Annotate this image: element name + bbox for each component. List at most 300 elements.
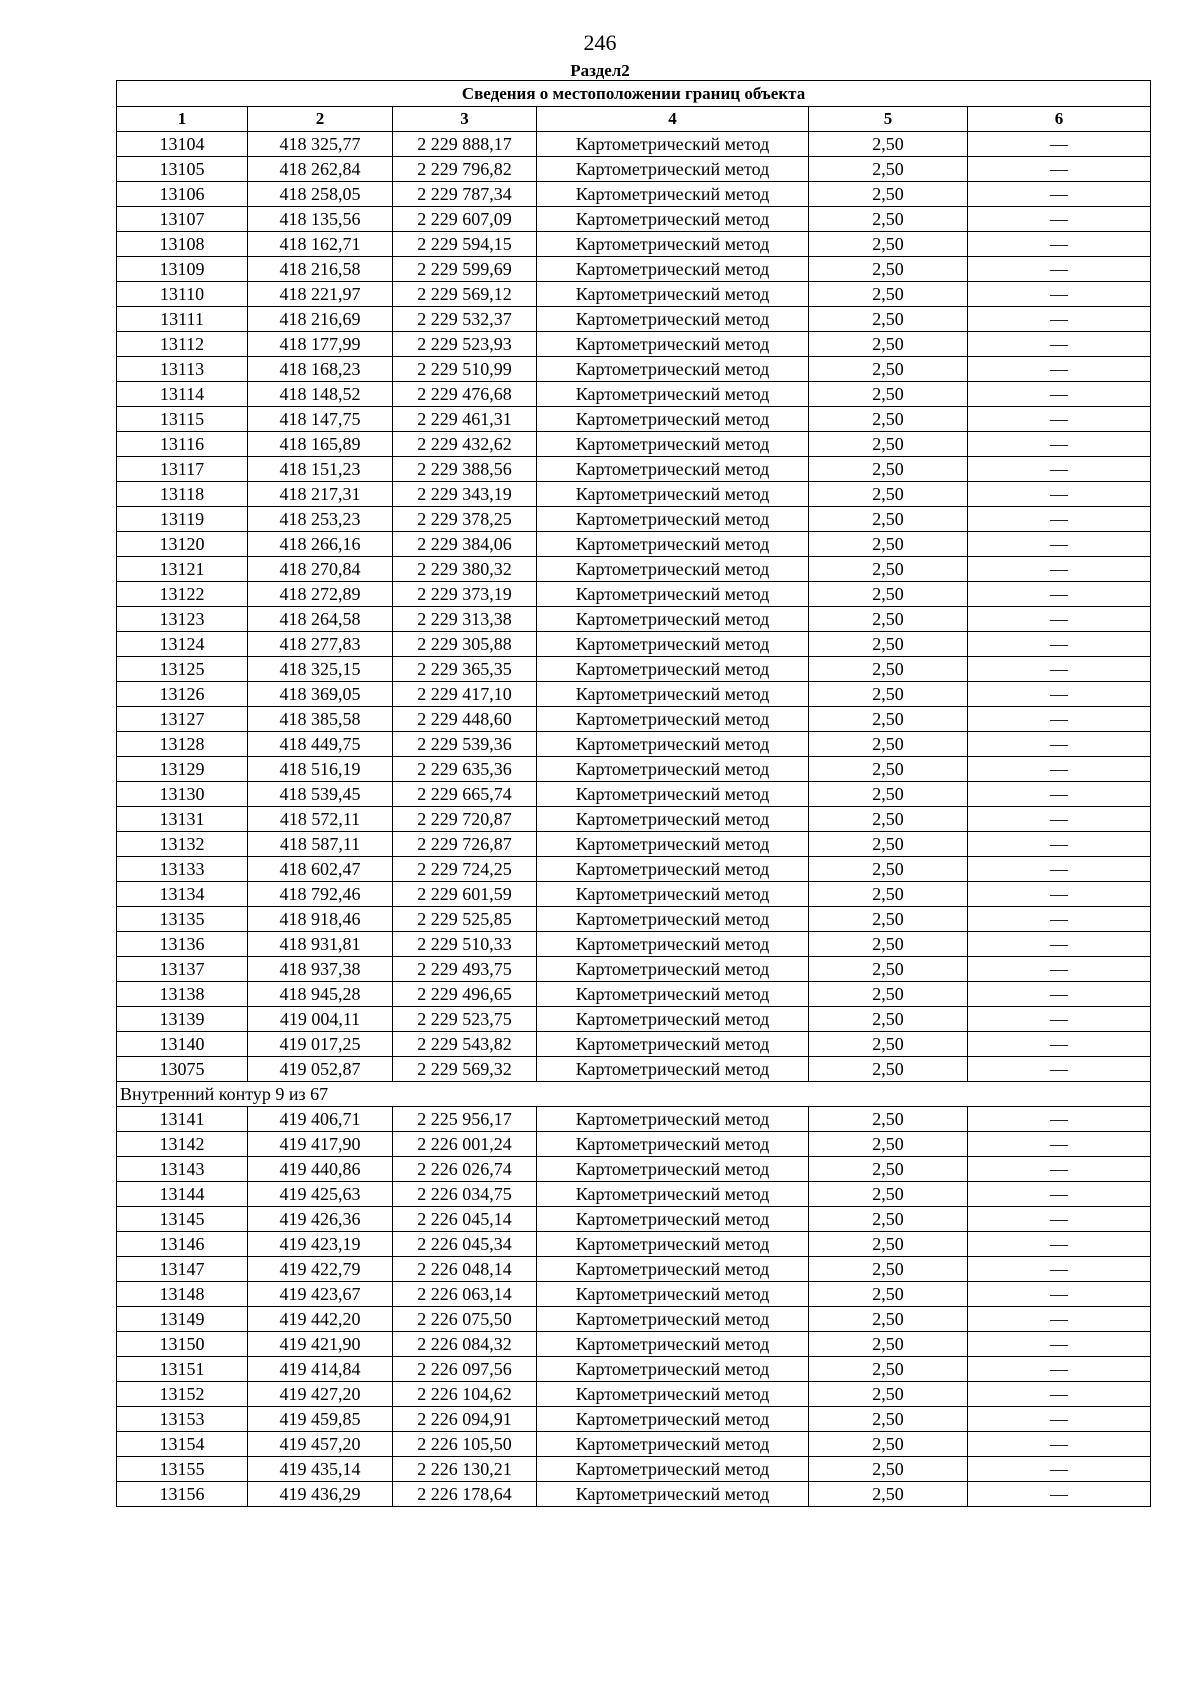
x-coordinate-cell: 418 516,19	[248, 757, 393, 782]
x-coordinate-cell: 418 216,69	[248, 307, 393, 332]
x-coordinate-cell: 418 369,05	[248, 682, 393, 707]
y-coordinate-cell: 2 229 496,65	[393, 982, 537, 1007]
x-coordinate-cell: 418 918,46	[248, 907, 393, 932]
accuracy-cell: 2,50	[809, 332, 968, 357]
description-cell: —	[968, 957, 1151, 982]
table-row	[117, 207, 1151, 232]
y-coordinate-cell: 2 229 599,69	[393, 257, 537, 282]
accuracy-cell: 2,50	[809, 1107, 968, 1132]
x-coordinate-cell: 418 217,31	[248, 482, 393, 507]
y-coordinate-cell: 2 226 094,91	[393, 1407, 537, 1432]
description-cell: —	[968, 1257, 1151, 1282]
section-title: Раздел2	[570, 61, 630, 80]
table-row	[117, 807, 1151, 832]
contour-heading: Внутренний контур 9 из 67	[117, 1082, 1151, 1107]
x-coordinate-cell: 419 435,14	[248, 1457, 393, 1482]
description-cell: —	[968, 907, 1151, 932]
x-coordinate-cell: 418 539,45	[248, 782, 393, 807]
point-number-cell: 13119	[117, 507, 248, 532]
description-cell: —	[968, 157, 1151, 182]
accuracy-cell: 2,50	[809, 357, 968, 382]
x-coordinate-cell: 418 449,75	[248, 732, 393, 757]
table-row	[117, 832, 1151, 857]
point-number-cell: 13132	[117, 832, 248, 857]
y-coordinate-cell: 2 226 063,14	[393, 1282, 537, 1307]
point-number-cell: 13125	[117, 657, 248, 682]
point-number-cell: 13129	[117, 757, 248, 782]
accuracy-cell: 2,50	[809, 907, 968, 932]
y-coordinate-cell: 2 226 026,74	[393, 1157, 537, 1182]
x-coordinate-cell: 419 442,20	[248, 1307, 393, 1332]
method-cell: Картометрический метод	[537, 382, 809, 407]
description-cell: —	[968, 832, 1151, 857]
method-cell: Картометрический метод	[537, 707, 809, 732]
description-cell: —	[968, 257, 1151, 282]
method-cell: Картометрический метод	[537, 732, 809, 757]
x-coordinate-cell: 419 459,85	[248, 1407, 393, 1432]
point-number-cell: 13146	[117, 1232, 248, 1257]
accuracy-cell: 2,50	[809, 1432, 968, 1457]
point-number-cell: 13139	[117, 1007, 248, 1032]
table-row	[117, 907, 1151, 932]
point-number-cell: 13124	[117, 632, 248, 657]
point-number-cell: 13137	[117, 957, 248, 982]
description-cell: —	[968, 1432, 1151, 1457]
accuracy-cell: 2,50	[809, 1332, 968, 1357]
table-row	[117, 982, 1151, 1007]
method-cell: Картометрический метод	[537, 1232, 809, 1257]
accuracy-cell: 2,50	[809, 707, 968, 732]
method-cell: Картометрический метод	[537, 1032, 809, 1057]
method-cell: Картометрический метод	[537, 882, 809, 907]
description-cell: —	[968, 782, 1151, 807]
method-cell: Картометрический метод	[537, 482, 809, 507]
accuracy-cell: 2,50	[809, 782, 968, 807]
table-row	[117, 1432, 1151, 1457]
method-cell: Картометрический метод	[537, 1457, 809, 1482]
x-coordinate-cell: 418 325,77	[248, 132, 393, 157]
description-cell: —	[968, 532, 1151, 557]
table-row	[117, 407, 1151, 432]
accuracy-cell: 2,50	[809, 207, 968, 232]
column-number: 2	[248, 107, 393, 132]
method-cell: Картометрический метод	[537, 232, 809, 257]
description-cell: —	[968, 457, 1151, 482]
table-row	[117, 607, 1151, 632]
method-cell: Картометрический метод	[537, 982, 809, 1007]
x-coordinate-cell: 419 421,90	[248, 1332, 393, 1357]
point-number-cell: 13149	[117, 1307, 248, 1332]
description-cell: —	[968, 1407, 1151, 1432]
method-cell: Картометрический метод	[537, 407, 809, 432]
point-number-cell: 13135	[117, 907, 248, 932]
point-number-cell: 13154	[117, 1432, 248, 1457]
method-cell: Картометрический метод	[537, 1132, 809, 1157]
y-coordinate-cell: 2 229 388,56	[393, 457, 537, 482]
x-coordinate-cell: 418 148,52	[248, 382, 393, 407]
accuracy-cell: 2,50	[809, 932, 968, 957]
accuracy-cell: 2,50	[809, 1382, 968, 1407]
description-cell: —	[968, 1032, 1151, 1057]
description-cell: —	[968, 182, 1151, 207]
table-row	[117, 1057, 1151, 1082]
table-row	[117, 557, 1151, 582]
point-number-cell: 13144	[117, 1182, 248, 1207]
method-cell: Картометрический метод	[537, 957, 809, 982]
table-row	[117, 1257, 1151, 1282]
y-coordinate-cell: 2 229 365,35	[393, 657, 537, 682]
point-number-cell: 13075	[117, 1057, 248, 1082]
description-cell: —	[968, 1332, 1151, 1357]
point-number-cell: 13112	[117, 332, 248, 357]
point-number-cell: 13117	[117, 457, 248, 482]
x-coordinate-cell: 418 151,23	[248, 457, 393, 482]
description-cell: —	[968, 1057, 1151, 1082]
y-coordinate-cell: 2 229 724,25	[393, 857, 537, 882]
description-cell: —	[968, 807, 1151, 832]
x-coordinate-cell: 418 937,38	[248, 957, 393, 982]
x-coordinate-cell: 418 602,47	[248, 857, 393, 882]
x-coordinate-cell: 419 052,87	[248, 1057, 393, 1082]
boundary-table	[116, 80, 1151, 1507]
accuracy-cell: 2,50	[809, 382, 968, 407]
table-row	[117, 1207, 1151, 1232]
table-row	[117, 1032, 1151, 1057]
accuracy-cell: 2,50	[809, 1007, 968, 1032]
method-cell: Картометрический метод	[537, 1057, 809, 1082]
method-cell: Картометрический метод	[537, 457, 809, 482]
y-coordinate-cell: 2 229 665,74	[393, 782, 537, 807]
x-coordinate-cell: 418 162,71	[248, 232, 393, 257]
description-cell: —	[968, 382, 1151, 407]
accuracy-cell: 2,50	[809, 307, 968, 332]
y-coordinate-cell: 2 229 726,87	[393, 832, 537, 857]
description-cell: —	[968, 1457, 1151, 1482]
x-coordinate-cell: 418 277,83	[248, 632, 393, 657]
y-coordinate-cell: 2 229 569,12	[393, 282, 537, 307]
point-number-cell: 13152	[117, 1382, 248, 1407]
y-coordinate-cell: 2 229 635,36	[393, 757, 537, 782]
point-number-cell: 13108	[117, 232, 248, 257]
point-number-cell: 13126	[117, 682, 248, 707]
y-coordinate-cell: 2 229 569,32	[393, 1057, 537, 1082]
method-cell: Картометрический метод	[537, 1282, 809, 1307]
accuracy-cell: 2,50	[809, 182, 968, 207]
description-cell: —	[968, 407, 1151, 432]
y-coordinate-cell: 2 229 343,19	[393, 482, 537, 507]
x-coordinate-cell: 418 945,28	[248, 982, 393, 1007]
method-cell: Картометрический метод	[537, 782, 809, 807]
method-cell: Картометрический метод	[537, 207, 809, 232]
method-cell: Картометрический метод	[537, 907, 809, 932]
method-cell: Картометрический метод	[537, 857, 809, 882]
description-cell: —	[968, 482, 1151, 507]
point-number-cell: 13110	[117, 282, 248, 307]
x-coordinate-cell: 418 177,99	[248, 332, 393, 357]
table-row	[117, 357, 1151, 382]
y-coordinate-cell: 2 226 104,62	[393, 1382, 537, 1407]
method-cell: Картометрический метод	[537, 332, 809, 357]
table-row	[117, 282, 1151, 307]
y-coordinate-cell: 2 226 075,50	[393, 1307, 537, 1332]
point-number-cell: 13122	[117, 582, 248, 607]
accuracy-cell: 2,50	[809, 1157, 968, 1182]
description-cell: —	[968, 1307, 1151, 1332]
y-coordinate-cell: 2 229 601,59	[393, 882, 537, 907]
accuracy-cell: 2,50	[809, 757, 968, 782]
point-number-cell: 13104	[117, 132, 248, 157]
accuracy-cell: 2,50	[809, 732, 968, 757]
x-coordinate-cell: 419 422,79	[248, 1257, 393, 1282]
y-coordinate-cell: 2 229 417,10	[393, 682, 537, 707]
y-coordinate-cell: 2 229 461,31	[393, 407, 537, 432]
accuracy-cell: 2,50	[809, 432, 968, 457]
y-coordinate-cell: 2 229 510,99	[393, 357, 537, 382]
x-coordinate-cell: 418 266,16	[248, 532, 393, 557]
x-coordinate-cell: 418 262,84	[248, 157, 393, 182]
method-cell: Картометрический метод	[537, 657, 809, 682]
method-cell: Картометрический метод	[537, 757, 809, 782]
x-coordinate-cell: 418 792,46	[248, 882, 393, 907]
accuracy-cell: 2,50	[809, 1307, 968, 1332]
x-coordinate-cell: 418 270,84	[248, 557, 393, 582]
description-cell: —	[968, 1382, 1151, 1407]
description-cell: —	[968, 757, 1151, 782]
description-cell: —	[968, 607, 1151, 632]
accuracy-cell: 2,50	[809, 682, 968, 707]
y-coordinate-cell: 2 229 493,75	[393, 957, 537, 982]
method-cell: Картометрический метод	[537, 307, 809, 332]
x-coordinate-cell: 418 147,75	[248, 407, 393, 432]
description-cell: —	[968, 932, 1151, 957]
table-row	[117, 507, 1151, 532]
accuracy-cell: 2,50	[809, 1407, 968, 1432]
description-cell: —	[968, 232, 1151, 257]
y-coordinate-cell: 2 226 097,56	[393, 1357, 537, 1382]
point-number-cell: 13150	[117, 1332, 248, 1357]
description-cell: —	[968, 982, 1151, 1007]
y-coordinate-cell: 2 225 956,17	[393, 1107, 537, 1132]
accuracy-cell: 2,50	[809, 607, 968, 632]
point-number-cell: 13127	[117, 707, 248, 732]
table-row	[117, 782, 1151, 807]
point-number-cell: 13106	[117, 182, 248, 207]
accuracy-cell: 2,50	[809, 507, 968, 532]
table-row	[117, 1157, 1151, 1182]
x-coordinate-cell: 419 423,67	[248, 1282, 393, 1307]
point-number-cell: 13140	[117, 1032, 248, 1057]
method-cell: Картометрический метод	[537, 557, 809, 582]
method-cell: Картометрический метод	[537, 1407, 809, 1432]
x-coordinate-cell: 418 168,23	[248, 357, 393, 382]
table-row	[117, 1282, 1151, 1307]
accuracy-cell: 2,50	[809, 1032, 968, 1057]
x-coordinate-cell: 418 258,05	[248, 182, 393, 207]
description-cell: —	[968, 857, 1151, 882]
description-cell: —	[968, 332, 1151, 357]
point-number-cell: 13128	[117, 732, 248, 757]
description-cell: —	[968, 307, 1151, 332]
y-coordinate-cell: 2 226 130,21	[393, 1457, 537, 1482]
y-coordinate-cell: 2 229 523,93	[393, 332, 537, 357]
method-cell: Картометрический метод	[537, 1432, 809, 1457]
y-coordinate-cell: 2 229 607,09	[393, 207, 537, 232]
table-row	[117, 1407, 1151, 1432]
accuracy-cell: 2,50	[809, 132, 968, 157]
x-coordinate-cell: 418 264,58	[248, 607, 393, 632]
table-row	[117, 1107, 1151, 1132]
method-cell: Картометрический метод	[537, 257, 809, 282]
table-row	[117, 857, 1151, 882]
y-coordinate-cell: 2 226 105,50	[393, 1432, 537, 1457]
accuracy-cell: 2,50	[809, 582, 968, 607]
y-coordinate-cell: 2 229 532,37	[393, 307, 537, 332]
y-coordinate-cell: 2 229 888,17	[393, 132, 537, 157]
point-number-cell: 13113	[117, 357, 248, 382]
column-number: 4	[537, 107, 809, 132]
x-coordinate-cell: 419 436,29	[248, 1482, 393, 1507]
x-coordinate-cell: 419 017,25	[248, 1032, 393, 1057]
y-coordinate-cell: 2 229 787,34	[393, 182, 537, 207]
method-cell: Картометрический метод	[537, 182, 809, 207]
method-cell: Картометрический метод	[537, 607, 809, 632]
method-cell: Картометрический метод	[537, 1482, 809, 1507]
method-cell: Картометрический метод	[537, 357, 809, 382]
accuracy-cell: 2,50	[809, 1132, 968, 1157]
point-number-cell: 13118	[117, 482, 248, 507]
x-coordinate-cell: 418 587,11	[248, 832, 393, 857]
point-number-cell: 13105	[117, 157, 248, 182]
accuracy-cell: 2,50	[809, 857, 968, 882]
x-coordinate-cell: 419 414,84	[248, 1357, 393, 1382]
method-cell: Картометрический метод	[537, 1307, 809, 1332]
accuracy-cell: 2,50	[809, 1357, 968, 1382]
table-row	[117, 1232, 1151, 1257]
accuracy-cell: 2,50	[809, 1057, 968, 1082]
x-coordinate-cell: 418 385,58	[248, 707, 393, 732]
table-row	[117, 732, 1151, 757]
method-cell: Картометрический метод	[537, 532, 809, 557]
method-cell: Картометрический метод	[537, 1157, 809, 1182]
point-number-cell: 13141	[117, 1107, 248, 1132]
description-cell: —	[968, 882, 1151, 907]
description-cell: —	[968, 1132, 1151, 1157]
description-cell: —	[968, 682, 1151, 707]
accuracy-cell: 2,50	[809, 807, 968, 832]
x-coordinate-cell: 419 004,11	[248, 1007, 393, 1032]
table-row	[117, 757, 1151, 782]
accuracy-cell: 2,50	[809, 1207, 968, 1232]
table-row	[117, 582, 1151, 607]
description-cell: —	[968, 282, 1151, 307]
accuracy-cell: 2,50	[809, 282, 968, 307]
y-coordinate-cell: 2 229 373,19	[393, 582, 537, 607]
accuracy-cell: 2,50	[809, 832, 968, 857]
method-cell: Картометрический метод	[537, 1257, 809, 1282]
description-cell: —	[968, 1107, 1151, 1132]
x-coordinate-cell: 419 427,20	[248, 1382, 393, 1407]
description-cell: —	[968, 1182, 1151, 1207]
description-cell: —	[968, 507, 1151, 532]
accuracy-cell: 2,50	[809, 1482, 968, 1507]
point-number-cell: 13147	[117, 1257, 248, 1282]
x-coordinate-cell: 418 135,56	[248, 207, 393, 232]
point-number-cell: 13114	[117, 382, 248, 407]
description-cell: —	[968, 632, 1151, 657]
description-cell: —	[968, 707, 1151, 732]
x-coordinate-cell: 419 426,36	[248, 1207, 393, 1232]
accuracy-cell: 2,50	[809, 532, 968, 557]
point-number-cell: 13120	[117, 532, 248, 557]
y-coordinate-cell: 2 226 084,32	[393, 1332, 537, 1357]
point-number-cell: 13148	[117, 1282, 248, 1307]
method-cell: Картометрический метод	[537, 632, 809, 657]
table-row	[117, 257, 1151, 282]
x-coordinate-cell: 418 272,89	[248, 582, 393, 607]
table-row	[117, 332, 1151, 357]
y-coordinate-cell: 2 229 476,68	[393, 382, 537, 407]
point-number-cell: 13143	[117, 1157, 248, 1182]
x-coordinate-cell: 419 457,20	[248, 1432, 393, 1457]
page-number: 246	[583, 30, 617, 55]
accuracy-cell: 2,50	[809, 257, 968, 282]
accuracy-cell: 2,50	[809, 982, 968, 1007]
y-coordinate-cell: 2 229 523,75	[393, 1007, 537, 1032]
table-body	[117, 132, 1151, 1507]
table-row	[117, 707, 1151, 732]
point-number-cell: 13153	[117, 1407, 248, 1432]
y-coordinate-cell: 2 229 539,36	[393, 732, 537, 757]
method-cell: Картометрический метод	[537, 432, 809, 457]
table-row	[117, 307, 1151, 332]
table-row	[117, 457, 1151, 482]
method-cell: Картометрический метод	[537, 1332, 809, 1357]
x-coordinate-cell: 419 440,86	[248, 1157, 393, 1182]
table-row	[117, 1457, 1151, 1482]
table-row	[117, 957, 1151, 982]
accuracy-cell: 2,50	[809, 407, 968, 432]
column-number: 6	[968, 107, 1151, 132]
accuracy-cell: 2,50	[809, 957, 968, 982]
y-coordinate-cell: 2 229 432,62	[393, 432, 537, 457]
table-row	[117, 1357, 1151, 1382]
y-coordinate-cell: 2 229 796,82	[393, 157, 537, 182]
point-number-cell: 13131	[117, 807, 248, 832]
description-cell: —	[968, 1207, 1151, 1232]
table-row	[117, 182, 1151, 207]
table-row	[117, 1482, 1151, 1507]
table-row	[117, 657, 1151, 682]
y-coordinate-cell: 2 229 305,88	[393, 632, 537, 657]
method-cell: Картометрический метод	[537, 582, 809, 607]
y-coordinate-cell: 2 229 384,06	[393, 532, 537, 557]
table-row	[117, 1132, 1151, 1157]
description-cell: —	[968, 732, 1151, 757]
y-coordinate-cell: 2 226 034,75	[393, 1182, 537, 1207]
x-coordinate-cell: 419 417,90	[248, 1132, 393, 1157]
accuracy-cell: 2,50	[809, 1182, 968, 1207]
y-coordinate-cell: 2 226 178,64	[393, 1482, 537, 1507]
method-cell: Картометрический метод	[537, 1357, 809, 1382]
table-caption: Сведения о местоположении границ объекта	[117, 81, 1151, 107]
table-row	[117, 1007, 1151, 1032]
method-cell: Картометрический метод	[537, 1382, 809, 1407]
method-cell: Картометрический метод	[537, 832, 809, 857]
point-number-cell: 13136	[117, 932, 248, 957]
point-number-cell: 13107	[117, 207, 248, 232]
description-cell: —	[968, 557, 1151, 582]
description-cell: —	[968, 132, 1151, 157]
